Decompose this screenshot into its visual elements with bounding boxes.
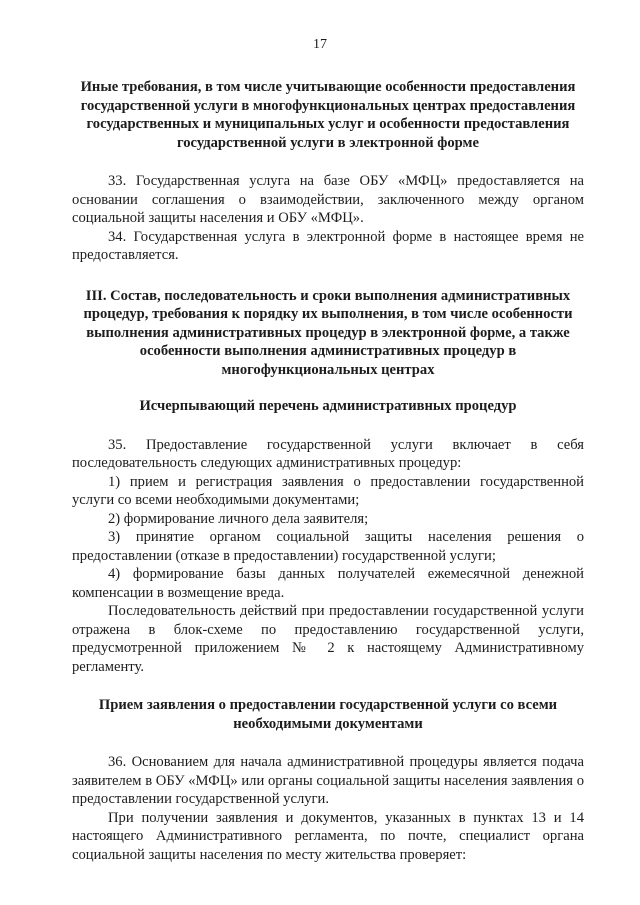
- heading-reception: Прием заявления о предоставлении государственной услуги со всеми необходимыми документами: [98, 697, 558, 732]
- list-item-4: 4) формирование базы данных получателей ежемесячной денежной компенсации в возмещение вреда.: [72, 566, 584, 601]
- paragraph-sequence: Последовательность действий при предоставлении государственной услуги отражена в блок-схеме по предоставлению государственной услуги, предусмотренной приложением № 2 к настоящему Административному регламенту.: [72, 603, 584, 675]
- paragraph-35: 35. Предоставление государственной услуги включает в себя последовательность следующих административных процедур:: [72, 436, 584, 471]
- heading-procedures-list: Исчерпывающий перечень административных процедур: [139, 398, 517, 414]
- list-item-3: 3) принятие органом социальной защиты населения решения о предоставлении (отказе в предоставлении) государственной услуги;: [72, 529, 584, 564]
- paragraph-36: 36. Основанием для начала административной процедуры является подача заявителем в ОБУ «МФЦ» или органы социальной защиты населения заявления о предоставлении государственной услуги.: [72, 754, 584, 807]
- paragraph-mail-check: При получении заявления и документов, указанных в пунктах 13 и 14 настоящего Административного регламента, по почте, специалист органа социальной защиты населения по месту жительства проверяет:: [72, 809, 584, 863]
- heading-section-three: III. Состав, последовательность и сроки выполнения административных процедур, требования к порядку их выполнения, в том числе особенности выполнения административных процедур в электронной форме, а также особенности выполнения административных процедур в многофункциональных центрах: [83, 287, 573, 378]
- page-content: [72, 78, 584, 864]
- page-number: 17: [313, 37, 327, 52]
- paragraph-33: 33. Государственная услуга на базе ОБУ «МФЦ» предоставляется на основании соглашения о взаимодействии, заключенного между органом социальной защиты населения и ОБУ «МФЦ».: [72, 173, 584, 226]
- paragraph-34: 34. Государственная услуга в электронной форме в настоящее время не предоставляется.: [72, 228, 584, 263]
- list-item-2: 2) формирование личного дела заявителя;: [108, 510, 369, 527]
- list-item-1: 1) прием и регистрация заявления о предоставлении государственной услуги со всеми необходимыми документами;: [72, 473, 584, 508]
- heading-other-requirements: Иные требования, в том числе учитывающие особенности предоставления государственной услуги в многофункциональных центрах предоставления государственных и муниципальных услуг и особенности предоставления государственной услуги в электронной форме: [80, 79, 576, 151]
